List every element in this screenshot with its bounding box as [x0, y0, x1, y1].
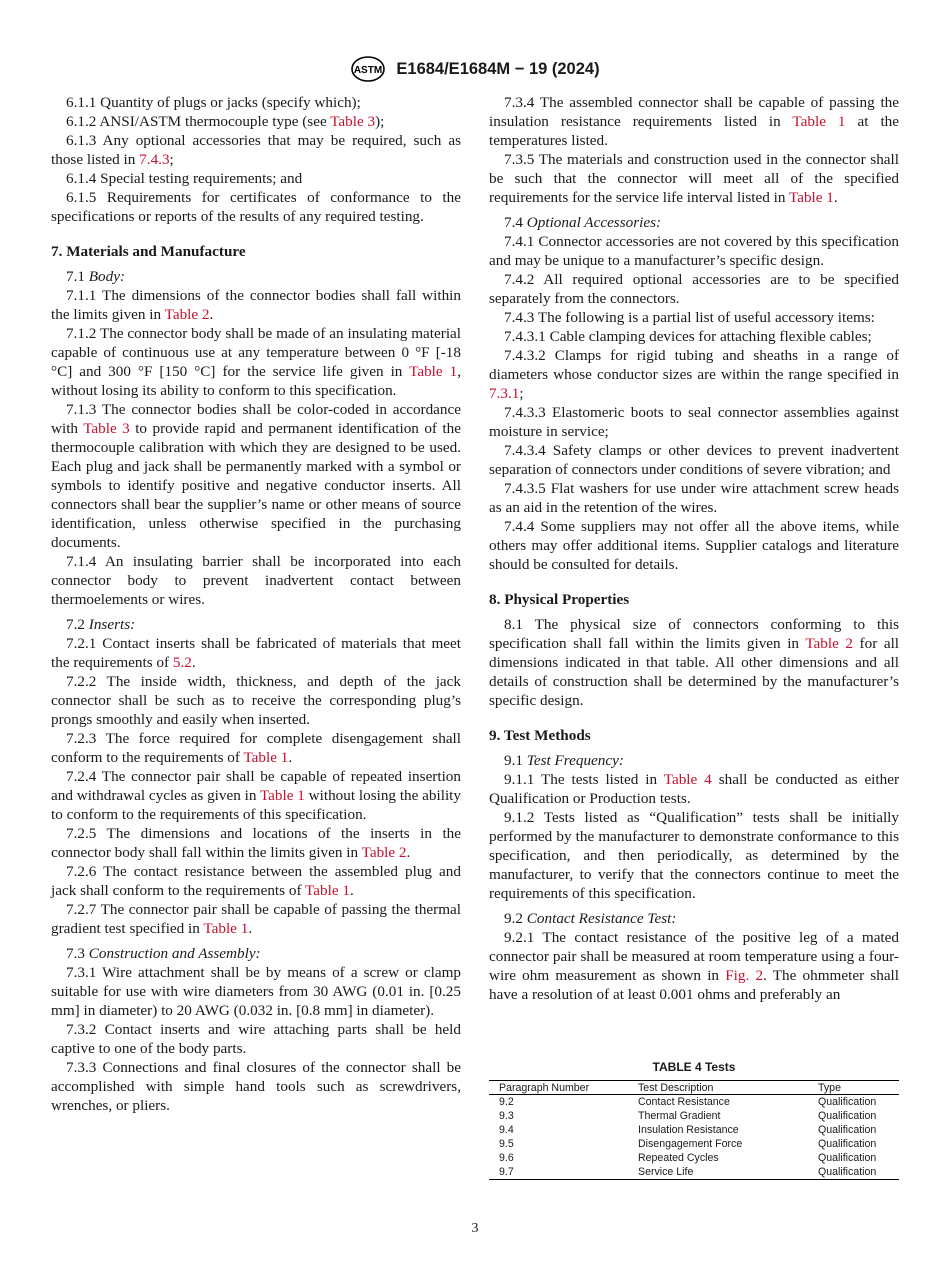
- cell: 9.2: [499, 1096, 514, 1108]
- cell: Thermal Gradient: [638, 1110, 721, 1122]
- para-7-4-4: 7.4.4 Some suppliers may not offer all the above items, while others may offer additional items. Supplier catalogs and literature should be consulted for details.: [489, 518, 899, 573]
- para-7-1-4: 7.1.4 An insulating barrier shall be incorporated into each connector body to prevent inadvertent contact between thermoelements or wires.: [51, 553, 461, 608]
- cell: Insulation Resistance: [638, 1124, 739, 1136]
- table-header-row: [489, 1081, 899, 1095]
- cell: 9.6: [499, 1152, 514, 1164]
- table-4-title: TABLE 4 Tests: [652, 1060, 736, 1074]
- cell: Qualification: [808, 1165, 899, 1180]
- astm-logo-icon: [350, 56, 386, 82]
- para-7-3-4: 7.3.4 The assembled connector shall be capable of passing the insulation resistance requirements listed in Table 1 at the temperatures listed.: [489, 94, 899, 149]
- page-header: [0, 56, 950, 82]
- para-6-1-2: 6.1.2 ANSI/ASTM thermocouple type (see Table 3);: [66, 113, 385, 130]
- document-designation: E1684/E1684M − 19 (2024): [396, 59, 600, 78]
- ref-table-1[interactable]: Table 1: [789, 189, 834, 206]
- para-7-2-7: 7.2.7 The connector pair shall be capable of passing the thermal gradient test specified in Table 1.: [51, 901, 461, 937]
- para-7-4-3-5: 7.4.3.5 Flat washers for use under wire attachment screw heads as an aid in the retention of the wires.: [489, 480, 899, 516]
- para-7-1-3: 7.1.3 The connector bodies shall be color-coded in accordance with Table 3 to provide rapid and permanent identification of the thermocouple calibration with which they are designed to be used. Each plug and jack shall be permanently marked with a symbol or symbols to identify positive and negative conductor inserts. All connectors shall bear the supplier’s name or other means of source identification, unless otherwise specified in the purchasing documents.: [51, 401, 461, 551]
- para-7-3-5: 7.3.5 The materials and construction used in the connector shall be such that the connector will meet all of the specified requirements for the service life interval listed in Table 1.: [489, 151, 899, 206]
- cell: Contact Resistance: [638, 1096, 730, 1108]
- para-7-4-3-3: 7.4.3.3 Elastomeric boots to seal connector assemblies against moisture in service;: [489, 404, 899, 440]
- left-column: [51, 93, 461, 1115]
- section-7-heading: 7. Materials and Manufacture: [51, 243, 246, 260]
- right-column: [489, 93, 899, 1004]
- para-7-2-4: 7.2.4 The connector pair shall be capable of repeated insertion and withdrawal cycles as given in Table 1 without losing the ability to conform to the requirements of this specification.: [51, 768, 461, 823]
- para-6-1-3: 6.1.3 Any optional accessories that may be required, such as those listed in 7.4.3;: [51, 132, 461, 168]
- table-4: [489, 1060, 899, 1180]
- para-7-2-3: 7.2.3 The force required for complete disengagement shall conform to the requirements of Table 1.: [51, 730, 461, 766]
- table-row: [489, 1123, 899, 1137]
- ref-table-3[interactable]: Table 3: [83, 420, 130, 437]
- table-row: [489, 1151, 899, 1165]
- section-9-heading: 9. Test Methods: [489, 727, 591, 744]
- para-7-2: 7.2 Inserts:: [66, 616, 136, 633]
- ref-7-4-3[interactable]: 7.4.3: [139, 151, 170, 168]
- cell: Qualification: [818, 1124, 877, 1136]
- para-7-3-1: 7.3.1 Wire attachment shall be by means of a screw or clamp suitable for use with wire diameters from 30 AWG (0.01 in. [0.25 mm] in diameter) to 20 AWG (0.032 in. [0.8 mm] in diameter).: [51, 964, 461, 1019]
- para-7-4-3-4: 7.4.3.4 Safety clamps or other devices to prevent inadvertent separation of connectors under conditions of severe vibration; and: [489, 442, 899, 478]
- cell: 9.4: [499, 1124, 514, 1136]
- cell: 9.7: [489, 1165, 628, 1180]
- para-6-1-4: 6.1.4 Special testing requirements; and: [66, 170, 303, 187]
- para-7-4-2: 7.4.2 All required optional accessories are to be specified separately from the connectors.: [489, 271, 899, 307]
- para-7-4-1: 7.4.1 Connector accessories are not covered by this specification and may be unique to a manufacturer’s specific design.: [489, 233, 899, 269]
- para-7-4-3-2: 7.4.3.2 Clamps for rigid tubing and sheaths in a range of diameters whose conductor sizes are within the range specified in 7.3.1;: [489, 347, 899, 402]
- para-9-2: 9.2 Contact Resistance Test:: [504, 910, 677, 927]
- para-7-1: 7.1 Body:: [66, 268, 126, 285]
- logo-text: ASTM: [354, 65, 383, 76]
- cell: Repeated Cycles: [638, 1152, 719, 1164]
- para-9-1-2: 9.1.2 Tests listed as “Qualification” tests shall be initially performed by the manufacturer to demonstrate conformance to this specification, and then periodically, as determined by the manufacturer, to verify that the connectors continue to meet the requirements of this specification.: [489, 809, 899, 902]
- para-7-2-1: 7.2.1 Contact inserts shall be fabricated of materials that meet the requirements of 5.2.: [51, 635, 461, 671]
- para-7-4-3: 7.4.3 The following is a partial list of useful accessory items:: [504, 309, 875, 326]
- para-9-1-1: 9.1.1 The tests listed in Table 4 shall be conducted as either Qualification or Production tests.: [489, 771, 900, 807]
- ref-table-1[interactable]: Table 1: [203, 920, 249, 937]
- cell: Qualification: [818, 1096, 877, 1108]
- col-header-type: Type: [808, 1081, 899, 1095]
- para-7-3: 7.3 Construction and Assembly:: [66, 945, 261, 962]
- cell: 9.5: [499, 1138, 514, 1150]
- ref-table-4[interactable]: Table 4: [663, 771, 712, 788]
- para-9-1: 9.1 Test Frequency:: [504, 752, 624, 769]
- cell: Qualification: [818, 1152, 877, 1164]
- ref-table-2[interactable]: Table 2: [361, 844, 407, 861]
- cell: 9.3: [499, 1110, 514, 1122]
- para-7-3-3: 7.3.3 Connections and final closures of the connector shall be accomplished with simple hand tools such as screwdrivers, wrenches, or pliers.: [51, 1059, 461, 1114]
- section-8-heading: 8. Physical Properties: [489, 591, 630, 608]
- cell: Qualification: [818, 1138, 877, 1150]
- cell: Disengagement Force: [638, 1138, 743, 1150]
- para-7-4-3-1: 7.4.3.1 Cable clamping devices for attaching flexible cables;: [504, 328, 872, 345]
- page-number: 3: [471, 1221, 479, 1236]
- ref-table-1[interactable]: Table 1: [259, 787, 305, 804]
- ref-5-2[interactable]: 5.2: [172, 654, 192, 671]
- col-header-description: Test Description: [628, 1081, 808, 1095]
- para-7-3-2: 7.3.2 Contact inserts and wire attaching parts shall be held captive to one of the body parts.: [51, 1021, 461, 1057]
- cell: Qualification: [818, 1110, 877, 1122]
- ref-table-2[interactable]: Table 2: [805, 635, 853, 652]
- col-header-paragraph: Paragraph Number: [489, 1081, 628, 1095]
- cell: Service Life: [628, 1165, 808, 1180]
- para-7-2-6: 7.2.6 The contact resistance between the assembled plug and jack shall conform to the requirements of Table 1.: [51, 863, 461, 899]
- para-7-2-5: 7.2.5 The dimensions and locations of the inserts in the connector body shall fall within the limits given in Table 2.: [51, 825, 461, 861]
- table-row: [489, 1137, 899, 1151]
- para-6-1-5: 6.1.5 Requirements for certificates of conformance to the specifications or reports of the results of any required testing.: [51, 189, 461, 225]
- ref-table-2[interactable]: Table 2: [164, 306, 210, 323]
- table-row: [489, 1165, 899, 1180]
- ref-table-1[interactable]: Table 1: [305, 882, 350, 899]
- para-7-1-2: 7.1.2 The connector body shall be made of an insulating material capable of continuous use at any temperature between 0 °F [-18 °C] and 300 °F [150 °C] for the service life given in Table 1, without losing its ability to conform to this specification.: [51, 325, 461, 399]
- para-7-4: 7.4 Optional Accessories:: [504, 214, 662, 231]
- ref-table-1[interactable]: Table 1: [243, 749, 289, 766]
- para-8-1: 8.1 The physical size of connectors conforming to this specification shall fall within the limits given in Table 2 for all dimensions indicated in that table. All other dimensions and all details of construction shall be determined by the manufacturer’s specific design.: [489, 616, 900, 709]
- tests-table: [489, 1080, 899, 1180]
- para-6-1-1: 6.1.1 Quantity of plugs or jacks (specify which);: [66, 94, 361, 111]
- table-row: [489, 1095, 899, 1110]
- para-7-1-1: 7.1.1 The dimensions of the connector bodies shall fall within the limits given in Table 2.: [51, 287, 461, 323]
- para-7-2-2: 7.2.2 The inside width, thickness, and depth of the jack connector shall be such as to receive the corresponding plug’s prongs smoothly and easily when inserted.: [51, 673, 461, 728]
- ref-7-3-1[interactable]: 7.3.1: [489, 385, 520, 402]
- ref-fig-2[interactable]: Fig. 2: [725, 967, 764, 984]
- table-row: [489, 1109, 899, 1123]
- para-9-2-1: 9.2.1 The contact resistance of the positive leg of a mated connector pair shall be measured at room temperature using a four-wire ohm measurement as shown in Fig. 2. The ohmmeter shall have a resolution of at least 0.001 ohms and preferably an: [489, 929, 899, 1003]
- ref-table-3[interactable]: Table 3: [330, 113, 376, 130]
- ref-table-1[interactable]: Table 1: [409, 363, 458, 380]
- ref-table-1[interactable]: Table 1: [792, 113, 846, 130]
